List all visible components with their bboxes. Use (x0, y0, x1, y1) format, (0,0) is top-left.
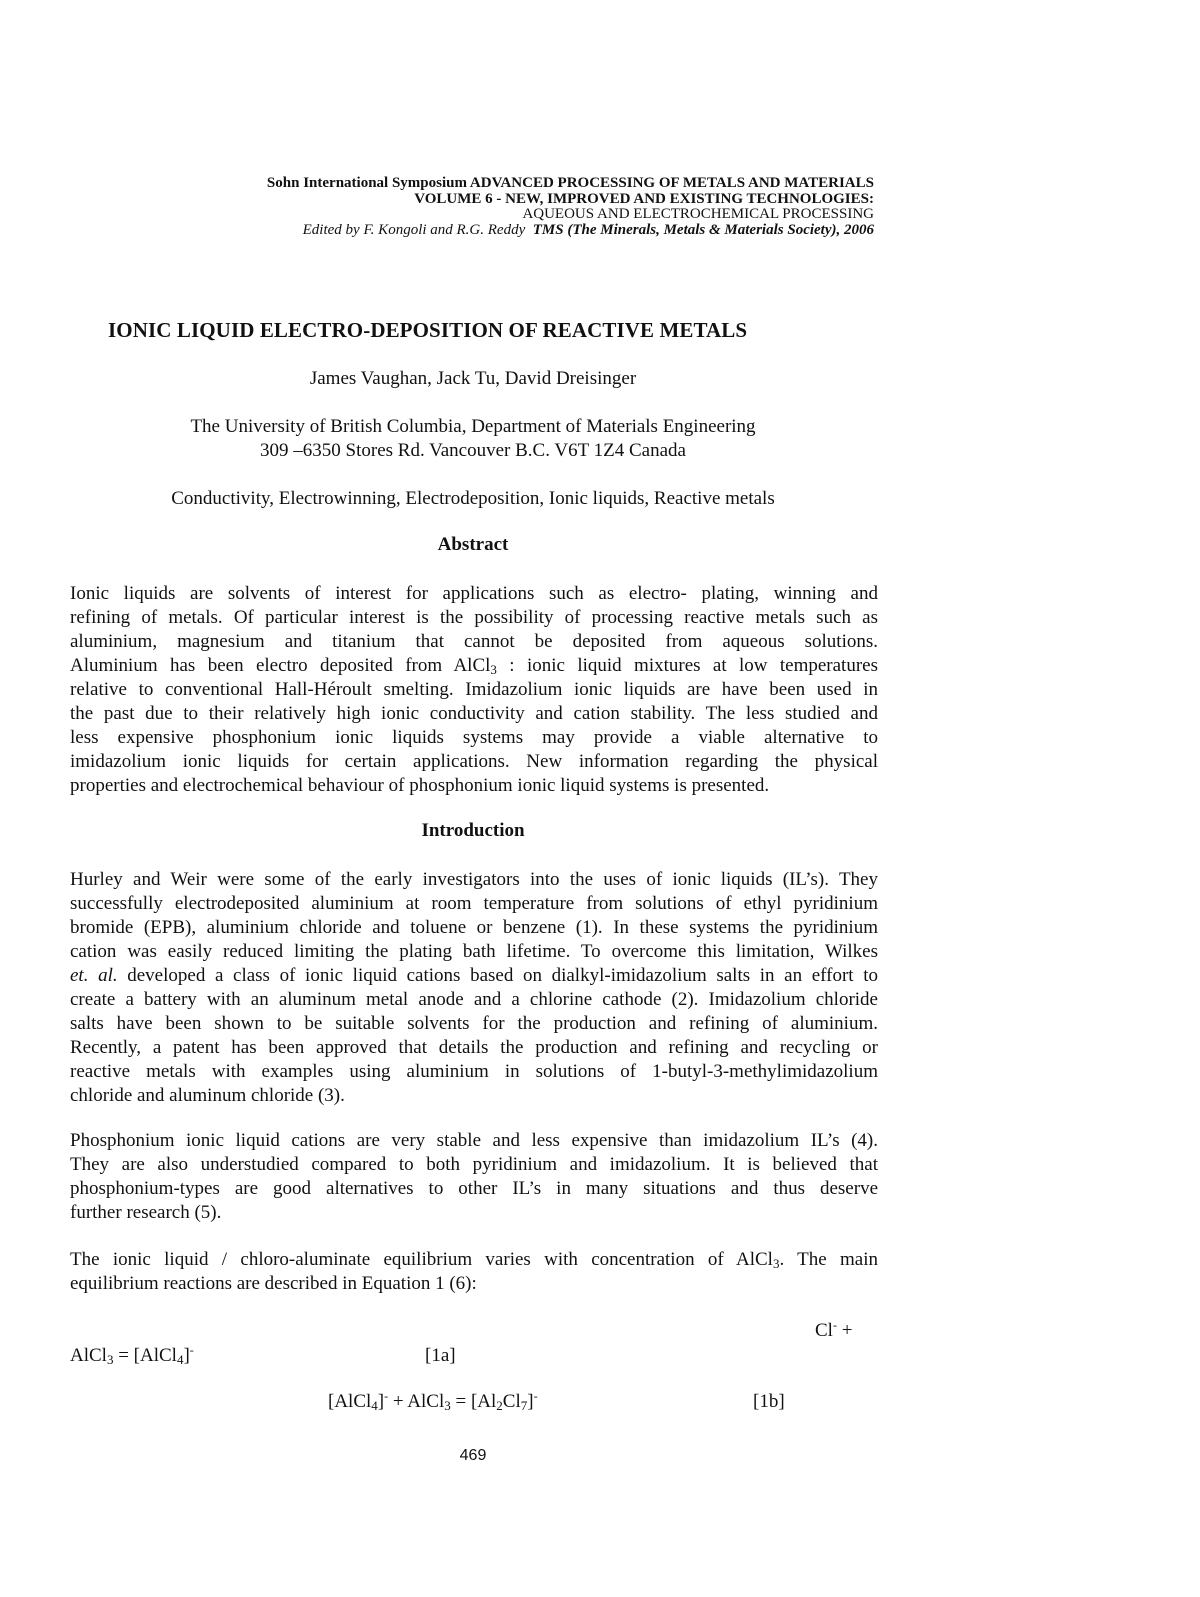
equation-1a-chloride-term: Cl- + (815, 1318, 853, 1341)
page-number: 469 (459, 1447, 487, 1464)
paper-title: IONIC LIQUID ELECTRO-DEPOSITION OF REACTIVE METALS (108, 318, 748, 342)
authors: James Vaughan, Jack Tu, David Dreisinger (309, 368, 637, 389)
equation-1a: AlCl$_3$ = [AlCl$_4$]- (70, 1343, 194, 1367)
introduction-heading: Introduction (421, 820, 525, 841)
affiliation-line-1: The University of British Columbia, Department of Materials Engineering (190, 416, 756, 437)
publication-header (267, 176, 874, 238)
abstract-paragraph: Ionic liquids are solvents of interest for applications such as electro- plating, winning and refining of metals. Of particular interest is the possibility of processing reactive metals such as aluminium, magnesium and titanium that cannot be deposited from aqueous solutions. Aluminium has been electro deposited from AlCl$_3$ : ionic liquid mixtures at low temperatures relative to conventional Hall-Héroult smelting. Imidazolium ionic liquids are have been used in the past due to their relatively high ionic conductivity and cation stability. The less studied and less expensive phosphonium ionic liquids systems may provide a viable alternative to imidazolium ionic liquids for certain applications. New information regarding the physical properties and electrochemical behaviour of phosphonium ionic liquid systems is presented. (70, 583, 878, 796)
header-line-4: Edited by F. Kongoli and R.G. Reddy TMS (The Minerals, Metals & Materials Society), 2006 (302, 221, 874, 238)
header-line-3: AQUEOUS AND ELECTROCHEMICAL PROCESSING (522, 206, 874, 222)
intro-paragraph-1: Hurley and Weir were some of the early investigators into the uses of ionic liquids (IL’s). They successfully electrodeposited aluminium at room temperature from solutions of ethyl pyridinium bromide (EPB), aluminium chloride and toluene or benzene (1). In these systems the pyridinium cation was easily reduced limiting the plating bath lifetime. To overcome this limitation, Wilkes et. al. developed a class of ionic liquid cations based on dialkyl-imidazolium salts in an effort to create a battery with an aluminum metal anode and a chlorine cathode (2). Imidazolium chloride salts have been shown to be suitable solvents for the production and refining of aluminium. Recently, a patent has been approved that details the production and refining and recycling or reactive metals with examples using aluminium in solutions of 1-butyl-3-methylimidazolium chloride and aluminum chloride (3). (70, 869, 878, 1106)
intro-paragraph-3: The ionic liquid / chloro-aluminate equilibrium varies with concentration of AlCl$_3$. The main equilibrium reactions are described in Equation 1 (6): (70, 1249, 878, 1294)
intro-paragraph-2: Phosphonium ionic liquid cations are very stable and less expensive than imidazolium IL’s (4). They are also understudied compared to both pyridinium and imidazolium. It is believed that phosphonium-types are good alternatives to other IL’s in many situations and thus deserve further research (5). (70, 1130, 878, 1223)
abstract-heading: Abstract (437, 534, 509, 555)
equation-1b: [AlCl$_4$]- + AlCl$_3$ = $[Al_2Cl_7]^-$ (328, 1389, 538, 1413)
header-line-1: Sohn International Symposium ADVANCED PROCESSING OF METALS AND MATERIALS (266, 175, 874, 191)
equation-1a-label: [1a] (425, 1345, 456, 1366)
header-line-2: VOLUME 6 - NEW, IMPROVED AND EXISTING TECHNOLOGIES: (414, 190, 874, 207)
equation-1b-label: [1b] (753, 1391, 785, 1412)
keywords: Conductivity, Electrowinning, Electrodeposition, Ionic liquids, Reactive metals (171, 488, 775, 509)
affiliation (70, 415, 876, 463)
affiliation-line-2: 309 –6350 Stores Rd. Vancouver B.C. V6T 1Z4 Canada (260, 440, 686, 461)
